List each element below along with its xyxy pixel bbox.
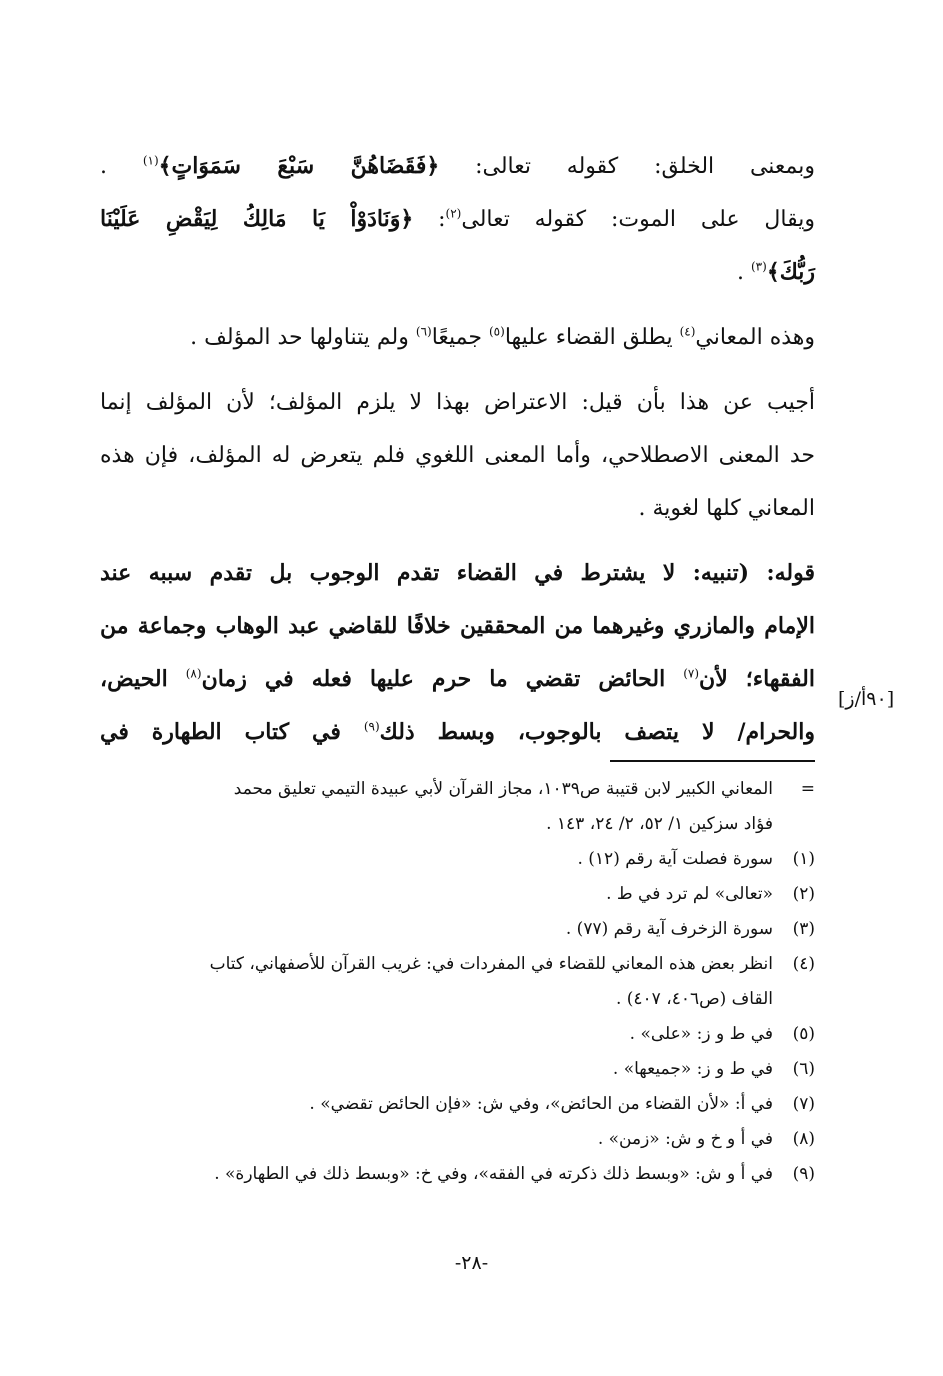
text-line: رَبُّكَ﴾$^{(٣)}$ . xyxy=(736,259,815,285)
quran-verse: رَبُّكَ﴾ xyxy=(766,259,815,285)
footnote: (٦)في ط و ز: «جميعها» . xyxy=(612,1059,815,1079)
footnote: (٣)سورة الزخرف آية رقم (٧٧) . xyxy=(565,919,815,939)
footnote-ref: (٧) xyxy=(683,666,700,681)
footnote: (٩)في أ و ش: «وبسط ذلك ذكرته في الفقه»، وفي خ: «وبسط ذلك في الطهارة» . xyxy=(214,1164,815,1184)
footnote-ref: (٤) xyxy=(679,324,696,339)
footnote-continuation: فؤاد سزكين ١/ ٥٢، ٢/ ٢٤، ١٤٣ . xyxy=(546,814,773,834)
text-line: المعاني كلها لغوية . xyxy=(638,496,815,521)
footnote-ref: (٩) xyxy=(363,719,380,734)
text-line: وهذه المعاني$^{(٤)}$ يطلق القضاء عليها$^{(٥)}$ جميعًا$^{(٦)}$ ولم يتناولها حد المؤلف . xyxy=(190,324,815,350)
footnote-separator xyxy=(610,760,815,762)
footnote-ref: (٦) xyxy=(415,324,432,339)
footnote: (١)سورة فصلت آية رقم (١٢) . xyxy=(577,849,815,869)
footnote: (٨)في أ و خ و ش: «زمن» . xyxy=(597,1129,815,1149)
text-line: الإمام والمازري وغيرهما من المحققين خلافًا للقاضي عبد الوهاب وجماعة من xyxy=(100,613,815,639)
text-line: والحرام/ لا يتصف بالوجوب، وبسط ذلك$^{(٩)}$ في كتاب الطهارة في xyxy=(100,719,815,745)
footnotes xyxy=(100,772,815,1192)
footnote-ref: (٣) xyxy=(750,259,767,274)
footnote-ref: (٨) xyxy=(185,666,202,681)
manuscript-folio-note: [٩٠أ/ز] xyxy=(838,688,895,710)
footnote: =المعاني الكبير لابن قتيبة ص١٠٣٩، مجاز القرآن لأبي عبيدة التيمي تعليق محمد xyxy=(233,779,815,799)
text-line: حد المعنى الاصطلاحي، وأما المعنى اللغوي فلم يتعرض له المؤلف، فإن هذه xyxy=(100,443,815,468)
footnote-ref: (١) xyxy=(142,153,159,168)
footnote: (٤)انظر بعض هذه المعاني للقضاء في المفردات في: غريب القرآن للأصفهاني، كتاب xyxy=(209,954,815,974)
main-text xyxy=(100,140,815,759)
quran-verse: ﴿وَنَادَوْاْ يَا مَالِكُ لِيَقْضِ عَلَيْنَا xyxy=(100,206,414,232)
footnote-ref: (٢) xyxy=(445,206,462,221)
text-line: ويقال على الموت: كقوله تعالى$^{(٢)}$: ﴿وَنَادَوْاْ يَا مَالِكُ لِيَقْضِ عَلَيْنَا xyxy=(100,206,815,232)
text-line: الفقهاء؛ لأن$^{(٧)}$ الحائض تقضي ما حرم عليها فعله في زمان$^{(٨)}$ الحيض، xyxy=(100,666,816,692)
text-line: وبمعنى الخلق: كقوله تعالى: ﴿فَقَضَاهُنَّ سَبْعَ سَمَوَاتٍ﴾$^{(١)}$ . xyxy=(100,153,815,179)
footnote: (٥)في ط و ز: «على» . xyxy=(629,1024,815,1044)
quran-verse: ﴿فَقَضَاهُنَّ سَبْعَ سَمَوَاتٍ﴾ xyxy=(158,153,440,179)
footnote-continuation: القاف (ص٤٠٦، ٤٠٧) . xyxy=(615,989,773,1009)
text-line: قوله: (تنبيه: لا يشترط في القضاء تقدم الوجوب بل تقدم سببه عند xyxy=(100,560,815,586)
footnote: (٢)«تعالى» لم ترد في ط . xyxy=(606,884,815,904)
text-line: أجيب عن هذا بأن قيل: الاعتراض بهذا لا يلزم المؤلف؛ لأن المؤلف إنما xyxy=(100,390,815,415)
footnote-ref: (٥) xyxy=(488,324,505,339)
page-number: -٢٨- xyxy=(454,1252,489,1274)
footnote: (٧)في أ: «لأن القضاء من الحائض»، وفي ش: «فإن الحائض تقضي» . xyxy=(309,1094,815,1114)
